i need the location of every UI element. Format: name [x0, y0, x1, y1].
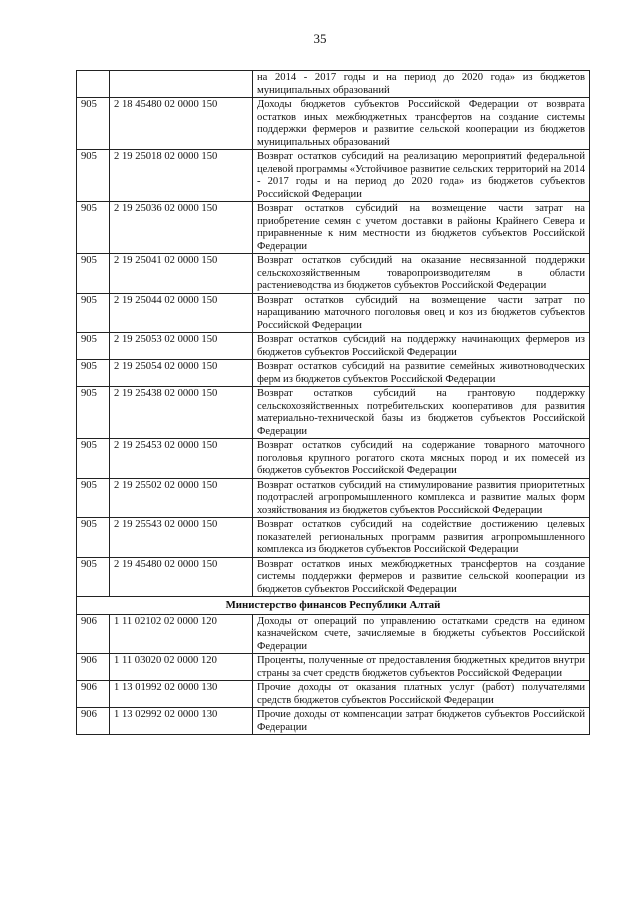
revenue-name-cell: Прочие доходы от оказания платных услуг (работ) получателями средств бюджетов субъектов Российской Федерации	[253, 681, 590, 708]
admin-code-cell: 905	[77, 98, 110, 150]
section-header-row	[77, 597, 590, 615]
budget-code-cell: 2 19 45480 02 0000 150	[110, 557, 253, 597]
admin-code-cell: 906	[77, 681, 110, 708]
budget-code-cell: 2 19 25438 02 0000 150	[110, 387, 253, 439]
table-section	[77, 597, 590, 615]
table-row	[77, 333, 590, 360]
admin-code-cell: 906	[77, 654, 110, 681]
table-row	[77, 98, 590, 150]
table-row	[77, 439, 590, 479]
budget-code-cell: 2 19 25044 02 0000 150	[110, 293, 253, 333]
budget-code-cell: 2 19 25041 02 0000 150	[110, 254, 253, 294]
admin-code-cell: 905	[77, 333, 110, 360]
admin-code-cell: 905	[77, 557, 110, 597]
admin-code-cell: 905	[77, 254, 110, 294]
budget-code-cell: 2 19 25054 02 0000 150	[110, 360, 253, 387]
table-row	[77, 360, 590, 387]
table-body-ministry-agriculture	[77, 71, 590, 597]
table-row	[77, 387, 590, 439]
revenue-name-cell: Возврат остатков субсидий на возмещение части затрат по наращиванию маточного поголовья овец и коз из бюджетов субъектов Российской Федерации	[253, 293, 590, 333]
revenue-name-cell: Прочие доходы от компенсации затрат бюджетов субъектов Российской Федерации	[253, 708, 590, 735]
revenue-name-cell: Доходы от операций по управлению остатками средств на едином казначейском счете, зачисляемые в бюджеты субъектов Российской Федерации	[253, 614, 590, 654]
budget-code-cell: 2 19 25018 02 0000 150	[110, 150, 253, 202]
revenue-name-cell: Возврат остатков иных межбюджетных трансфертов на создание системы поддержки фермеров и развитие сельской кооперации из бюджетов субъектов Российской Федерации	[253, 557, 590, 597]
table-row	[77, 681, 590, 708]
budget-code-cell: 2 19 25036 02 0000 150	[110, 202, 253, 254]
revenue-name-cell: Возврат остатков субсидий на реализацию мероприятий федеральной целевой программы «Устойчивое развитие сельских территорий на 2014 - 2017 годы и на период до 2020 года» из бюджетов субъектов Российской Федерации	[253, 150, 590, 202]
admin-code-cell: 905	[77, 150, 110, 202]
revenue-name-cell: на 2014 - 2017 годы и на период до 2020 года» из бюджетов муниципальных образований	[253, 71, 590, 98]
admin-code-cell: 906	[77, 708, 110, 735]
revenue-name-cell: Возврат остатков субсидий на содействие достижению целевых показателей региональных программ развития агропромышленного комплекса из бюджетов субъектов Российской Федерации	[253, 518, 590, 558]
section-title: Министерство финансов Республики Алтай	[77, 597, 590, 615]
budget-classification-table	[76, 70, 590, 735]
revenue-name-cell: Возврат остатков субсидий на стимулирование развития приоритетных подотраслей агропромышленного комплекса и развитие малых форм хозяйствования из бюджетов субъектов Российской Федерации	[253, 478, 590, 518]
revenue-name-cell: Доходы бюджетов субъектов Российской Федерации от возврата остатков иных межбюджетных трансфертов на создание системы поддержки фермеров и развитие сельской кооперации из бюджетов муниципальных образований	[253, 98, 590, 150]
page-number: 35	[313, 31, 327, 46]
admin-code-cell: 905	[77, 387, 110, 439]
budget-code-cell: 2 18 45480 02 0000 150	[110, 98, 253, 150]
budget-code-cell: 1 11 03020 02 0000 120	[110, 654, 253, 681]
table-row	[77, 614, 590, 654]
revenue-name-cell: Проценты, полученные от предоставления бюджетных кредитов внутри страны за счет средств бюджетов субъектов Российской Федерации	[253, 654, 590, 681]
budget-code-cell: 1 13 02992 02 0000 130	[110, 708, 253, 735]
table-row	[77, 478, 590, 518]
budget-code-cell: 2 19 25543 02 0000 150	[110, 518, 253, 558]
budget-code-cell: 1 11 02102 02 0000 120	[110, 614, 253, 654]
table-row	[77, 202, 590, 254]
revenue-name-cell: Возврат остатков субсидий на развитие семейных животноводческих ферм из бюджетов субъектов Российской Федерации	[253, 360, 590, 387]
admin-code-cell: 905	[77, 293, 110, 333]
admin-code-cell: 906	[77, 614, 110, 654]
revenue-name-cell: Возврат остатков субсидий на грантовую поддержку сельскохозяйственных потребительских кооперативов для развития материально-технической базы из бюджетов субъектов Российской Федерации	[253, 387, 590, 439]
revenue-name-cell: Возврат остатков субсидий на поддержку начинающих фермеров из бюджетов субъектов Российской Федерации	[253, 333, 590, 360]
budget-code-cell: 1 13 01992 02 0000 130	[110, 681, 253, 708]
table-row	[77, 557, 590, 597]
admin-code-cell: 905	[77, 518, 110, 558]
table-row	[77, 518, 590, 558]
revenue-name-cell: Возврат остатков субсидий на содержание товарного маточного поголовья крупного рогатого скота мясных пород и их помесей из бюджетов субъектов Российской Федерации	[253, 439, 590, 479]
table-row	[77, 708, 590, 735]
table-row	[77, 293, 590, 333]
budget-code-cell: 2 19 25453 02 0000 150	[110, 439, 253, 479]
admin-code-cell: 905	[77, 360, 110, 387]
table-row	[77, 254, 590, 294]
table-body-ministry-finance	[77, 614, 590, 735]
table-row	[77, 654, 590, 681]
admin-code-cell: 905	[77, 202, 110, 254]
budget-code-cell: 2 19 25053 02 0000 150	[110, 333, 253, 360]
admin-code-cell	[77, 71, 110, 98]
revenue-name-cell: Возврат остатков субсидий на оказание несвязанной поддержки сельскохозяйственным товаропроизводителям в области растениеводства из бюджетов субъектов Российской Федерации	[253, 254, 590, 294]
admin-code-cell: 905	[77, 478, 110, 518]
budget-code-cell: 2 19 25502 02 0000 150	[110, 478, 253, 518]
budget-code-cell	[110, 71, 253, 98]
revenue-name-cell: Возврат остатков субсидий на возмещение части затрат на приобретение семян с учетом доставки в районы Крайнего Севера и приравненные к ним местности из бюджетов субъектов Российской Федерации	[253, 202, 590, 254]
table-row	[77, 150, 590, 202]
admin-code-cell: 905	[77, 439, 110, 479]
table-row	[77, 71, 590, 98]
